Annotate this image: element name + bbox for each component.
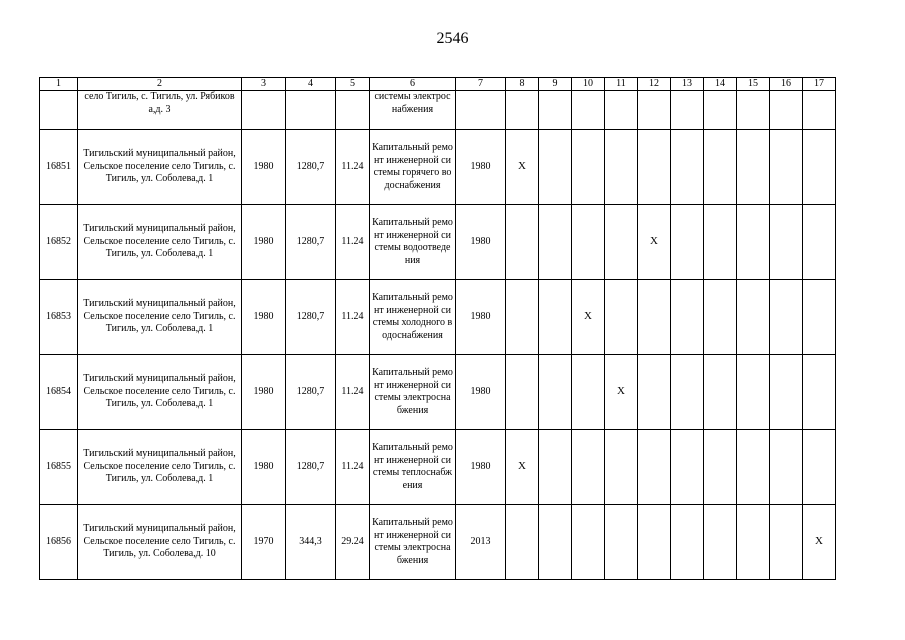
mark-x: X: [617, 385, 625, 398]
cell-mark: [638, 505, 671, 580]
cell-mark: [572, 130, 605, 205]
cell-year: 1980: [456, 130, 506, 205]
cell-mark: [803, 130, 836, 205]
cell-mark: [572, 205, 605, 280]
cell-mark: [638, 355, 671, 430]
cell-mark: [605, 280, 638, 355]
cell-mark: [605, 91, 638, 130]
column-number: 6: [370, 78, 456, 91]
cell-mark: [605, 205, 638, 280]
cell-id: 16856: [40, 505, 78, 580]
cell-area: 1280,7: [286, 205, 336, 280]
cell-mark: [704, 280, 737, 355]
cell-wear: 11.24: [336, 205, 370, 280]
cell-area: 1280,7: [286, 430, 336, 505]
cell-year: [456, 91, 506, 130]
cell-mark: [572, 430, 605, 505]
cell-mark: [539, 91, 572, 130]
cell-mark: [539, 280, 572, 355]
cell-id: 16851: [40, 130, 78, 205]
column-number: 9: [539, 78, 572, 91]
cell-mark: [671, 355, 704, 430]
cell-area: [286, 91, 336, 130]
cell-year: 2013: [456, 505, 506, 580]
cell-area: 344,3: [286, 505, 336, 580]
cell-work: Капитальный ремонт инженерной системы горячего водоснабжения: [370, 130, 456, 205]
column-number: 17: [803, 78, 836, 91]
cell-year-built: [242, 91, 286, 130]
cell-address: Тигильский муниципальный район, Сельское поселение село Тигиль, с. Тигиль, ул. Соболева,д. 1: [78, 130, 242, 205]
column-number: 15: [737, 78, 770, 91]
cell-mark: [671, 430, 704, 505]
cell-wear: 11.24: [336, 280, 370, 355]
cell-mark: [803, 355, 836, 430]
cell-id: 16852: [40, 205, 78, 280]
cell-mark: [770, 355, 803, 430]
cell-mark: [638, 280, 671, 355]
cell-mark: [803, 280, 836, 355]
mark-x: X: [584, 310, 592, 323]
cell-year-built: 1980: [242, 355, 286, 430]
cell-area: 1280,7: [286, 130, 336, 205]
cell-mark: [605, 355, 638, 430]
cell-mark: [704, 205, 737, 280]
cell-mark: [605, 130, 638, 205]
cell-mark: [770, 205, 803, 280]
cell-year-built: 1980: [242, 205, 286, 280]
cell-year: 1980: [456, 280, 506, 355]
cell-mark: [671, 505, 704, 580]
column-number: 11: [605, 78, 638, 91]
table-body: [40, 91, 836, 580]
cell-mark: [770, 130, 803, 205]
cell-mark: [704, 505, 737, 580]
cell-mark: [770, 505, 803, 580]
mark-x: X: [815, 535, 823, 548]
cell-mark: [539, 430, 572, 505]
cell-mark: [572, 505, 605, 580]
cell-mark: [572, 280, 605, 355]
table-row: [40, 280, 836, 355]
column-number: 14: [704, 78, 737, 91]
cell-year-built: 1970: [242, 505, 286, 580]
cell-id: [40, 91, 78, 130]
continued-row: [40, 91, 836, 130]
cell-mark: [803, 205, 836, 280]
cell-address: Тигильский муниципальный район, Сельское поселение село Тигиль, с. Тигиль, ул. Соболева,д. 1: [78, 355, 242, 430]
cell-wear: [336, 91, 370, 130]
cell-work: Капитальный ремонт инженерной системы водоотведения: [370, 205, 456, 280]
cell-mark: [605, 505, 638, 580]
cell-mark: [770, 430, 803, 505]
column-number: 8: [506, 78, 539, 91]
cell-mark: [572, 91, 605, 130]
cell-work: Капитальный ремонт инженерной системы электроснабжения: [370, 505, 456, 580]
column-number: 7: [456, 78, 506, 91]
cell-mark: [539, 130, 572, 205]
column-number: 10: [572, 78, 605, 91]
page-number: 2546: [436, 30, 469, 47]
cell-year: 1980: [456, 430, 506, 505]
cell-mark: [737, 130, 770, 205]
cell-address: село Тигиль, с. Тигиль, ул. Рябикова,д. 3: [78, 91, 242, 130]
cell-mark: [506, 430, 539, 505]
column-number: 4: [286, 78, 336, 91]
cell-mark: [671, 91, 704, 130]
cell-mark: [737, 91, 770, 130]
mark-x: X: [518, 460, 526, 473]
cell-work: системы электроснабжения: [370, 91, 456, 130]
cell-mark: [539, 355, 572, 430]
cell-address: Тигильский муниципальный район, Сельское поселение село Тигиль, с. Тигиль, ул. Соболева,д. 1: [78, 280, 242, 355]
cell-work: Капитальный ремонт инженерной системы теплоснабжения: [370, 430, 456, 505]
cell-mark: [539, 505, 572, 580]
column-number: 16: [770, 78, 803, 91]
column-number: 1: [40, 78, 78, 91]
cell-mark: [737, 280, 770, 355]
mark-x: X: [518, 160, 526, 173]
cell-address: Тигильский муниципальный район, Сельское поселение село Тигиль, с. Тигиль, ул. Соболева,д. 10: [78, 505, 242, 580]
cell-mark: [506, 205, 539, 280]
register-table: [39, 77, 836, 580]
cell-mark: [539, 205, 572, 280]
cell-mark: [770, 280, 803, 355]
cell-mark: [770, 91, 803, 130]
cell-address: Тигильский муниципальный район, Сельское поселение село Тигиль, с. Тигиль, ул. Соболева,д. 1: [78, 430, 242, 505]
mark-x: X: [650, 235, 658, 248]
table-row: [40, 505, 836, 580]
column-number: 2: [78, 78, 242, 91]
cell-mark: [572, 355, 605, 430]
column-number: 12: [638, 78, 671, 91]
cell-id: 16853: [40, 280, 78, 355]
cell-wear: 11.24: [336, 130, 370, 205]
cell-mark: [737, 430, 770, 505]
cell-mark: [803, 91, 836, 130]
cell-year-built: 1980: [242, 130, 286, 205]
cell-mark: [638, 205, 671, 280]
cell-work: Капитальный ремонт инженерной системы холодного водоснабжения: [370, 280, 456, 355]
cell-mark: [704, 430, 737, 505]
cell-mark: [506, 91, 539, 130]
cell-mark: [506, 505, 539, 580]
table-row: [40, 205, 836, 280]
cell-year: 1980: [456, 355, 506, 430]
cell-id: 16855: [40, 430, 78, 505]
table-row: [40, 130, 836, 205]
column-number-header: [40, 78, 836, 91]
cell-mark: [737, 205, 770, 280]
cell-mark: [671, 280, 704, 355]
cell-year-built: 1980: [242, 280, 286, 355]
cell-address: Тигильский муниципальный район, Сельское поселение село Тигиль, с. Тигиль, ул. Соболева,д. 1: [78, 205, 242, 280]
cell-mark: [671, 130, 704, 205]
cell-mark: [506, 355, 539, 430]
cell-mark: [638, 91, 671, 130]
cell-mark: [737, 505, 770, 580]
column-number-row: [40, 78, 836, 91]
cell-mark: [638, 130, 671, 205]
cell-work: Капитальный ремонт инженерной системы электроснабжения: [370, 355, 456, 430]
column-number: 13: [671, 78, 704, 91]
cell-mark: [704, 130, 737, 205]
cell-wear: 11.24: [336, 430, 370, 505]
cell-mark: [605, 430, 638, 505]
cell-year-built: 1980: [242, 430, 286, 505]
cell-id: 16854: [40, 355, 78, 430]
cell-mark: [803, 505, 836, 580]
cell-wear: 11.24: [336, 355, 370, 430]
cell-mark: [704, 355, 737, 430]
cell-mark: [506, 280, 539, 355]
cell-mark: [506, 130, 539, 205]
cell-mark: [671, 205, 704, 280]
cell-mark: [704, 91, 737, 130]
column-number: 3: [242, 78, 286, 91]
cell-mark: [737, 355, 770, 430]
cell-mark: [638, 430, 671, 505]
cell-area: 1280,7: [286, 355, 336, 430]
cell-mark: [803, 430, 836, 505]
column-number: 5: [336, 78, 370, 91]
table-row: [40, 355, 836, 430]
cell-area: 1280,7: [286, 280, 336, 355]
cell-year: 1980: [456, 205, 506, 280]
table-row: [40, 430, 836, 505]
cell-wear: 29.24: [336, 505, 370, 580]
